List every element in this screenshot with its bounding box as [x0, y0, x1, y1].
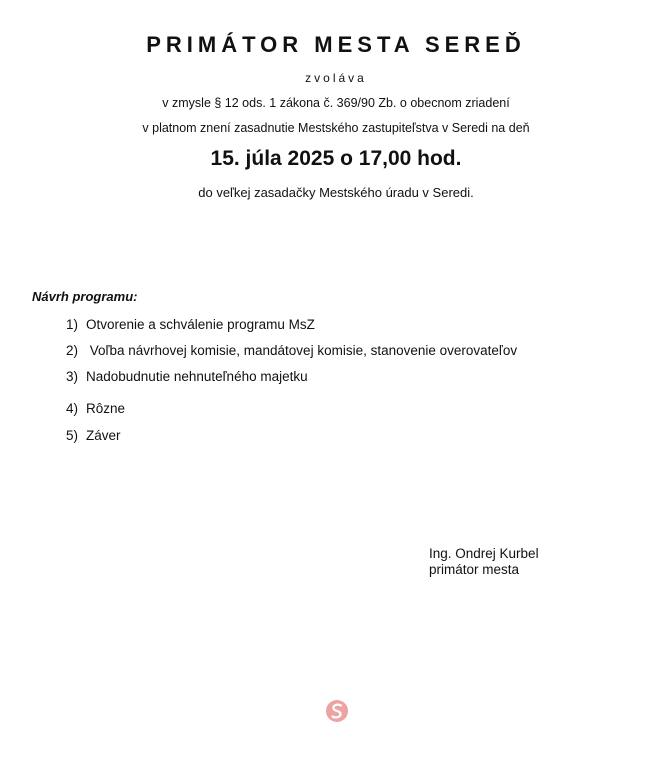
agenda-item [66, 427, 121, 445]
signatory-name: Ing. Ondrej Kurbel [429, 546, 539, 561]
meeting-text: v platnom znení zasadnutie Mestského zastupiteľstva v Seredi na deň [142, 121, 530, 135]
agenda-heading: Návrh programu: [32, 289, 138, 304]
city-emblem-icon [325, 699, 349, 723]
agenda-item-text: Rôzne [86, 401, 126, 416]
agenda-item-text: Otvorenie a schválenie programu MsZ [86, 317, 315, 332]
agenda-item-number: 1) [66, 317, 79, 332]
agenda-item [66, 400, 125, 418]
agenda-item [66, 316, 315, 334]
agenda-item-text: Nadobudnutie nehnuteľného majetku [86, 369, 308, 384]
agenda-item-number: 4) [66, 401, 79, 416]
signatory-role: primátor mesta [429, 562, 520, 577]
agenda-item-number: 2) [66, 343, 79, 358]
meeting-venue: do veľkej zasadačky Mestského úradu v Seredi. [198, 185, 474, 200]
signature-block [429, 546, 539, 578]
agenda-item-number: 3) [66, 369, 79, 384]
summons-text: zvoláva [305, 71, 367, 85]
legal-basis-text: v zmysle § 12 ods. 1 zákona č. 369/90 Zb. o obecnom zriadení [162, 96, 510, 110]
agenda-item [66, 342, 517, 360]
agenda-item-text: Voľba návrhovej komisie, mandátovej komisie, stanovenie overovateľov [86, 343, 518, 358]
agenda-item-number: 5) [66, 428, 79, 443]
agenda-item-text: Záver [86, 428, 121, 443]
meeting-date-time: 15. júla 2025 o 17,00 hod. [210, 147, 462, 170]
agenda-item [66, 368, 308, 386]
document-title: PRIMÁTOR MESTA SEREĎ [146, 32, 526, 57]
